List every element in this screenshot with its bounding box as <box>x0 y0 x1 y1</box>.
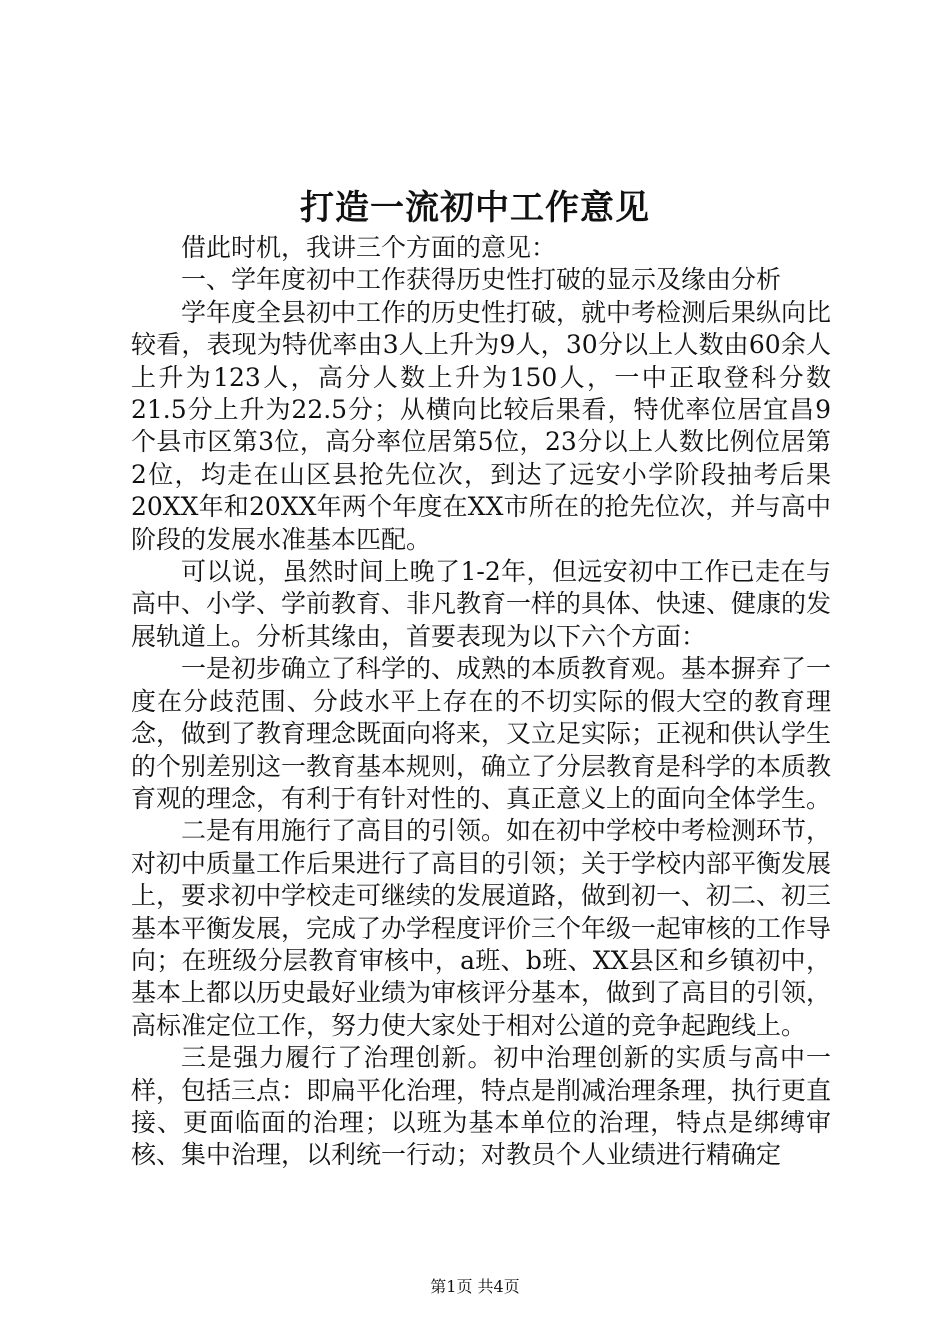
paragraph: 二是有用施行了高目的引领。如在初中学校中考检测环节，对初中质量工作后果进行了高目的引领；关于学校内部平衡发展上，要求初中学校走可继续的发展道路，做到初一、初二、初三基本平衡发展，完成了办学程度评价三个年级一起审核的工作导向；在班级分层教育审核中，a班、b班、XX县区和乡镇初中，基本上都以历史最好业绩为审核评分基本，做到了高目的引领，高标准定位工作，努力使大家处于相对公道的竞争起跑线上。 <box>131 816 832 1040</box>
document-body <box>131 232 831 1172</box>
paragraph: 一、学年度初中工作获得历史性打破的显示及缘由分析 <box>181 265 782 295</box>
paragraph: 可以说，虽然时间上晚了1-2年，但远安初中工作已走在与高中、小学、学前教育、非凡教育一样的具体、快速、健康的发展轨道上。分析其缘由，首要表现为以下六个方面： <box>131 557 832 651</box>
page-footer: 第1页 共4页 <box>430 1277 520 1296</box>
paragraph: 借此时机，我讲三个方面的意见： <box>181 233 557 262</box>
paragraph: 一是初步确立了科学的、成熟的本质教育观。基本摒弃了一度在分歧范围、分歧水平上存在的不切实际的假大空的教育理念，做到了教育理念既面向将来，又立足实际；正视和供认学生的个别差别这一教育基本规则，确立了分层教育是科学的本质教育观的理念，有利于有针对性的、真正意义上的面向全体学生。 <box>131 654 832 813</box>
document-title: 打造一流初中工作意见 <box>300 188 650 228</box>
paragraph: 学年度全县初中工作的历史性打破，就中考检测后果纵向比较看，表现为特优率由3人上升为9人，30分以上人数由60余人上升为123人，高分人数上升为150人，一中正取登科分数21.5分上升为22.5分；从横向比较后果看，特优率位居宜昌9个县市区第3位，高分率位居第5位，23分以上人数比例位居第2位，均走在山区县抢先位次，到达了远安小学阶段抽考后果20XX年和20XX年两个年度在XX市所在的抢先位次，并与高中阶段的发展水准基本匹配。 <box>131 297 832 554</box>
paragraph: 三是强力履行了治理创新。初中治理创新的实质与高中一样，包括三点：即扁平化治理，特点是削减治理条理，执行更直接、更面临面的治理；以班为基本单位的治理，特点是绑缚审核、集中治理，以利统一行动；对教员个人业绩进行精确定 <box>131 1043 832 1170</box>
